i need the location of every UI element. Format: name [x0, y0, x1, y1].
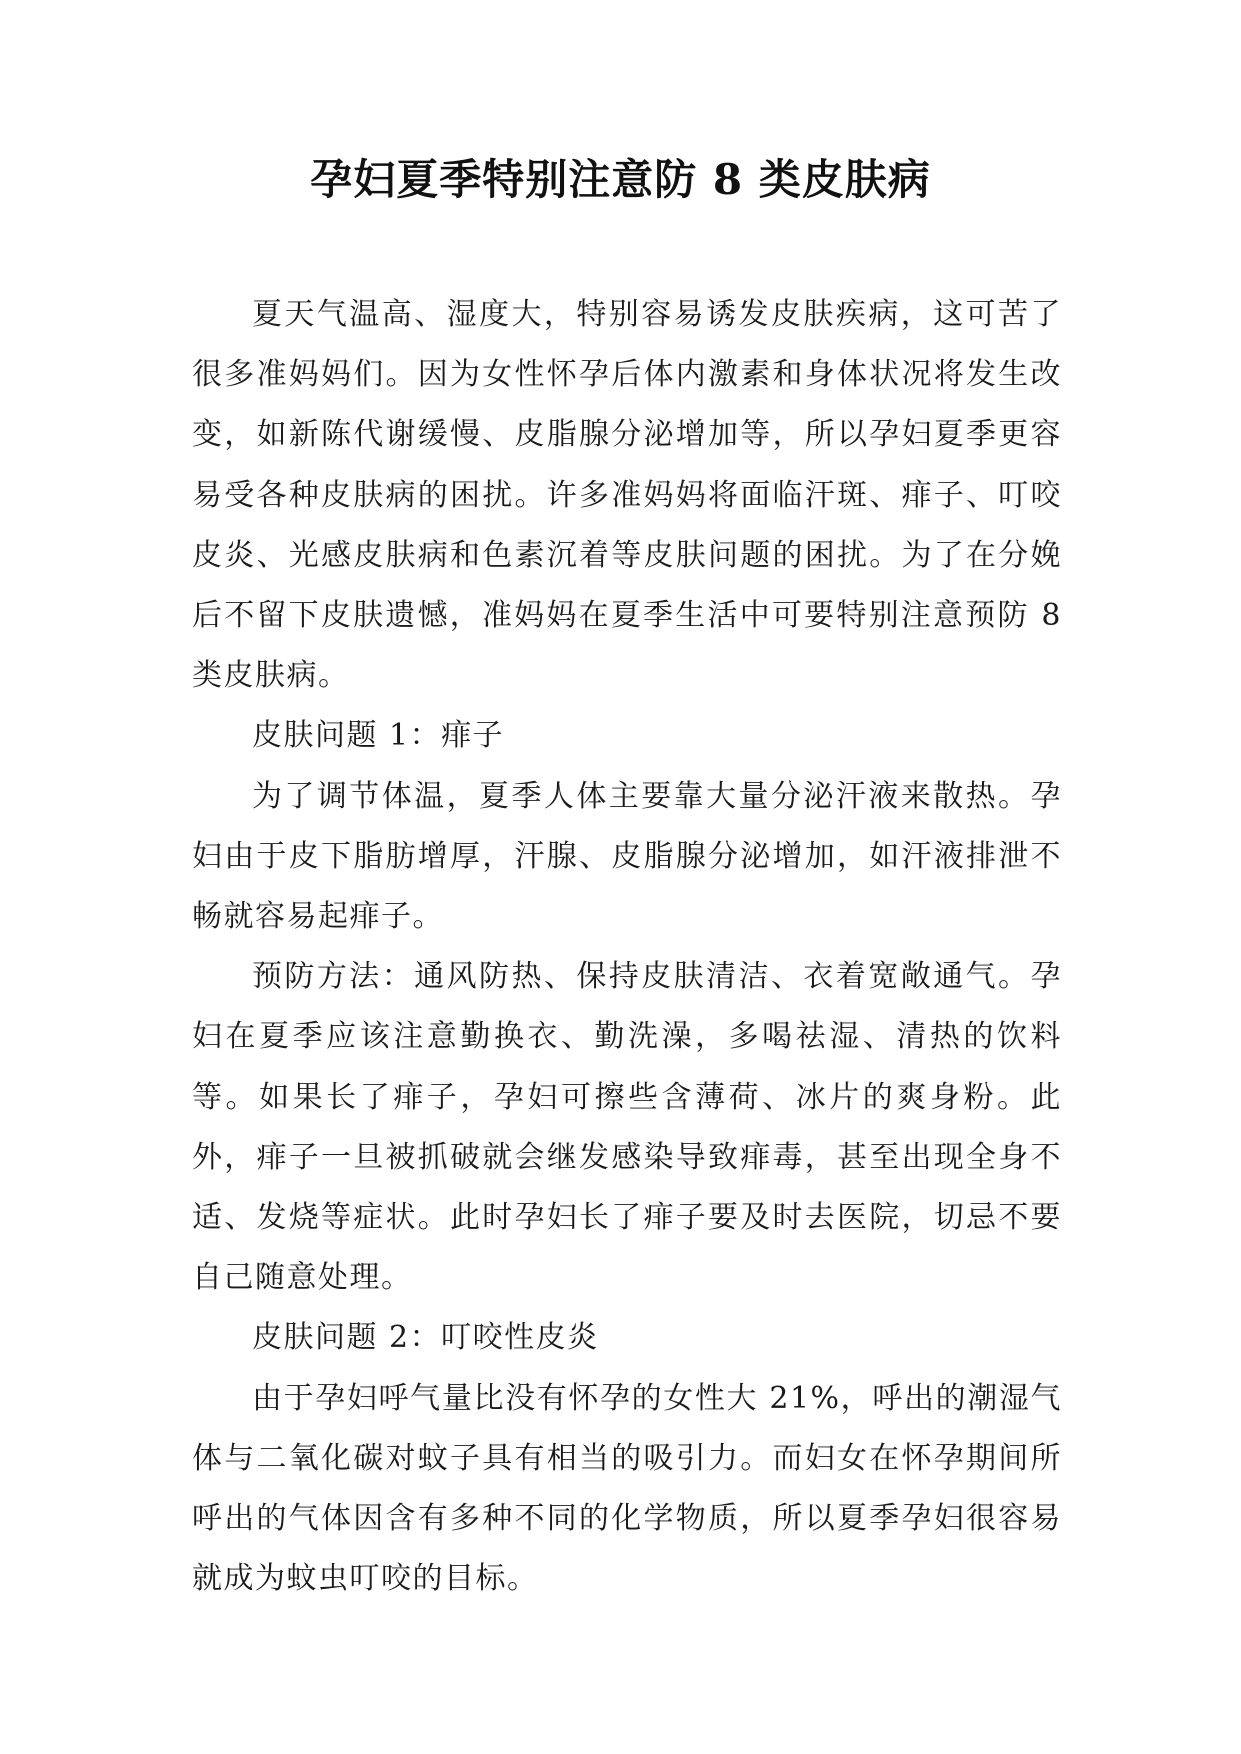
document-title: 孕妇夏季特别注意防 8 类皮肤病: [310, 155, 931, 204]
document-body: [192, 285, 1062, 1609]
section-heading-2: 皮肤问题 2：叮咬性皮炎: [252, 1320, 599, 1356]
section-heading-1: 皮肤问题 1：痱子: [252, 718, 505, 754]
paragraph-cause-2: 由于孕妇呼气量比没有怀孕的女性大 21%，呼出的潮湿气体与二氧化碳对蚊子具有相当的吸引力。而妇女在怀孕期间所呼出的气体因含有多种不同的化学物质，所以夏季孕妇很容易就成为蚊虫叮咬的目标。: [192, 1380, 1062, 1597]
paragraph-intro: 夏天气温高、湿度大，特别容易诱发皮肤疾病，这可苦了很多准妈妈们。因为女性怀孕后体内激素和身体状况将发生改变，如新陈代谢缓慢、皮脂腺分泌增加等，所以孕妇夏季更容易受各种皮肤病的困扰。许多准妈妈将面临汗斑、痱子、叮咬皮炎、光感皮肤病和色素沉着等皮肤问题的困扰。为了在分娩后不留下皮肤遗憾，准妈妈在夏季生活中可要特别注意预防 8 类皮肤病。: [192, 297, 1062, 694]
paragraph-cause-1: 为了调节体温，夏季人体主要靠大量分泌汗液来散热。孕妇由于皮下脂肪增厚，汗腺、皮脂腺分泌增加，如汗液排泄不畅就容易起痱子。: [192, 778, 1062, 935]
paragraph-prevention-1: 预防方法：通风防热、保持皮肤清洁、衣着宽敞通气。孕妇在夏季应该注意勤换衣、勤洗澡，多喝祛湿、清热的饮料等。如果长了痱子，孕妇可擦些含薄荷、冰片的爽身粉。此外，痱子一旦被抓破就会继发感染导致痱毒，甚至出现全身不适、发烧等症状。此时孕妇长了痱子要及时去医院，切忌不要自己随意处理。: [192, 959, 1062, 1296]
